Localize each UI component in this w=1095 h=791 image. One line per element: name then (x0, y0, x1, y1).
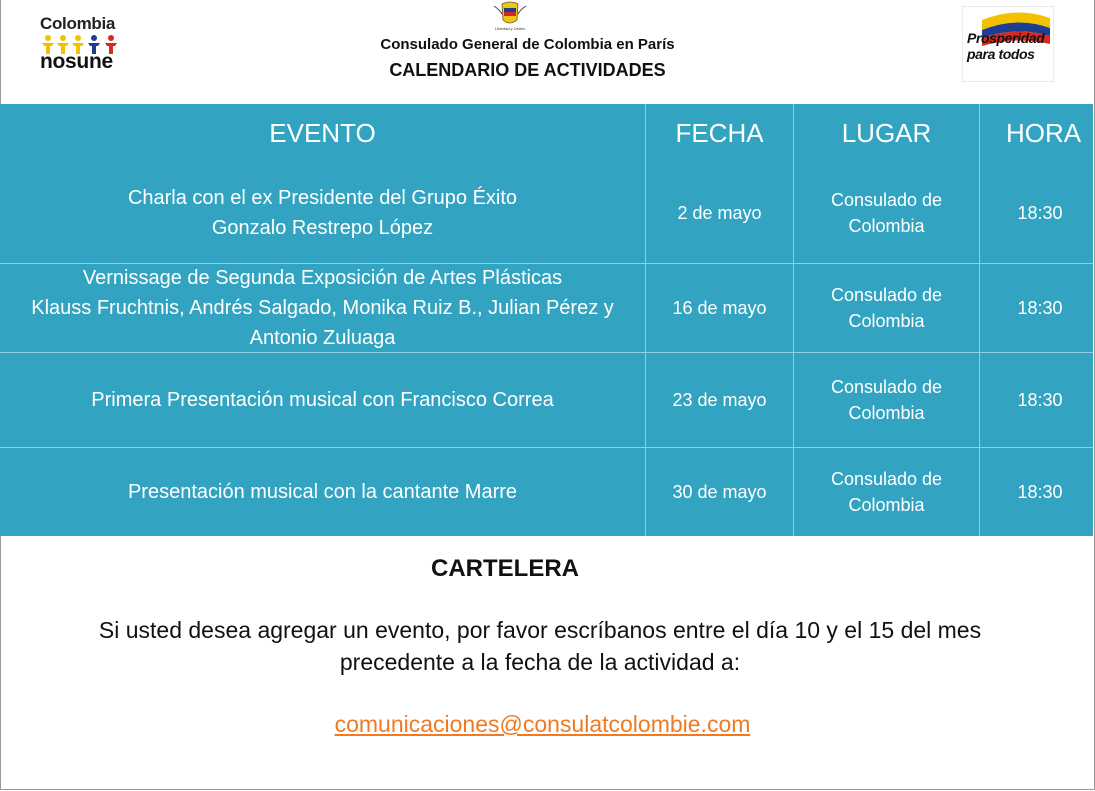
table-row-4-hora: 18:30 (1017, 482, 1063, 502)
table-row-3-evento: Primera Presentación musical con Francisco Correa (91, 389, 554, 411)
table-row-2-fecha: 16 de mayo (672, 298, 767, 318)
table-row-2-lugar: Consulado de Colombia (830, 285, 943, 331)
table-row-2-evento: Vernissage de Segunda Exposición de Artes Plásticas Klauss Fruchtnis, Andrés Salgado, Monika Ruiz B., Julian Pérez y Antonio Zuluaga (31, 267, 614, 349)
header-fecha: FECHA (675, 117, 764, 148)
table-row-4-evento: Presentación musical con la cantante Marre (127, 481, 518, 503)
logo-right-line1: Prosperidad (967, 30, 1045, 46)
crest-motto: Libertad y Orden (495, 26, 525, 31)
table-row-3-lugar: Consulado de Colombia (830, 377, 943, 423)
cartelera-heading: CARTELERA (431, 555, 579, 582)
table-row-4-fecha: 30 de mayo (672, 482, 767, 502)
prosperidad-logo (962, 6, 1054, 82)
cartelera-message: Si usted desea agregar un evento, por favor escríbanos entre el día 10 y el 15 del mes precedente a la fecha de la actividad a: (98, 617, 982, 675)
logo-right-line2: para todos (967, 46, 1035, 62)
contact-email-link[interactable]: comunicaciones@consulatcolombie.com (334, 711, 751, 737)
logo-right-text (967, 30, 1044, 62)
table-row-2-hora: 18:30 (1017, 298, 1063, 318)
logo-left-line1: Colombia (40, 14, 116, 33)
table-row-3-hora: 18:30 (1017, 390, 1063, 410)
table-row-3-fecha: 23 de mayo (672, 390, 767, 410)
table-row-1-hora: 18:30 (1017, 203, 1063, 223)
page-title: CALENDARIO DE ACTIVIDADES (389, 60, 666, 80)
table-row-1-fecha: 2 de mayo (677, 203, 762, 223)
table-row-1-evento: Charla con el ex Presidente del Grupo Éxito Gonzalo Restrepo López (127, 187, 518, 239)
header-hora: HORA (1005, 117, 1082, 148)
logo-left-line2: nosune (40, 50, 113, 73)
events-table (0, 104, 1093, 536)
colombia-crest-icon (490, 0, 530, 32)
consulate-name: Consulado General de Colombia en París (380, 36, 675, 53)
table-row-4-lugar: Consulado de Colombia (830, 469, 943, 515)
header-evento: EVENTO (269, 117, 376, 148)
table-row-1-lugar: Consulado de Colombia (830, 190, 943, 236)
header-lugar: LUGAR (841, 117, 932, 148)
